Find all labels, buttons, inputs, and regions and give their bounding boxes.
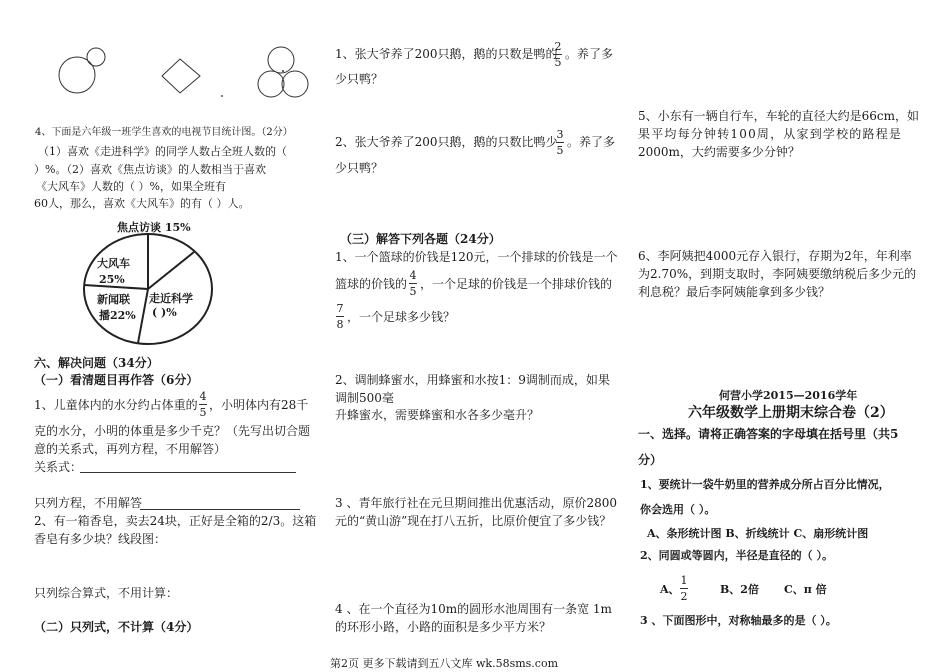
pie-label-kexue-pct: ( )% — [152, 306, 177, 319]
r6-line2: 为2.70%，到期支取时，李阿姨要缴纳税后多少元的 — [638, 267, 917, 281]
pie-label-jiaodian: 焦点访谈 15% — [117, 221, 191, 234]
p1-equation-label: 只列方程，不用解答 — [34, 496, 143, 510]
q4-line3: 《大风车》人数的（ ）%，如果全班有 — [36, 180, 226, 193]
pie-label-dafengche: 大风车 — [97, 257, 130, 270]
c1-line2: 你会选用（ ）。 — [640, 503, 716, 516]
figure-rhombus — [160, 56, 210, 96]
q4-line4: 60人，那么，喜欢《大风车》的有（ ）人。 — [34, 197, 250, 210]
s1-text-a: 篮球的价钱的 — [335, 277, 408, 291]
m2-frac-num: 3 — [556, 128, 564, 141]
r6-line3: 利息税？最后李阿姨能拿到多少钱？ — [638, 285, 831, 299]
m1-fraction — [554, 41, 562, 68]
m2-line2: 少只鸭？ — [335, 161, 384, 175]
s1-frac-den: 5 — [409, 285, 417, 298]
pie-label-xinwen: 新闻联 — [97, 293, 130, 306]
p1-relation-blank[interactable] — [80, 472, 296, 473]
r5-line3: 2000m，大约需要多少分钟？ — [638, 145, 800, 159]
p1-relation-label: 关系式： — [34, 460, 83, 474]
c2-frac-num: 1 — [680, 574, 688, 587]
m1-line2: 少只鸭？ — [335, 72, 384, 86]
c2-option-c: C、π 倍 — [784, 583, 827, 596]
p2-line2: 香皂有多少块？线段图： — [34, 532, 167, 546]
m1-text-b: 。养了多 — [565, 47, 614, 61]
m2-text-b: 。养了多 — [567, 135, 616, 149]
m1-frac-den: 5 — [554, 56, 562, 69]
school-name: 何营小学2015—2016学年 — [719, 389, 858, 402]
p1-equation-blank[interactable] — [140, 509, 300, 510]
pie-label-xinwen-pct: 播22% — [99, 309, 136, 322]
p1-fraction — [199, 391, 207, 418]
c2-option-b: B、2倍 — [720, 583, 759, 596]
m1-text-a: 1、张大爷养了200只鹅，鹅的只数是鸭的 — [335, 47, 558, 61]
section1-line2: 分） — [638, 453, 663, 467]
p1-line3: 意的关系式，再列方程，不用解答） — [34, 442, 227, 456]
pie-label-dafengche-pct: 25% — [99, 273, 125, 286]
c2-option-a-fraction — [680, 575, 688, 602]
s2-line3: 升蜂蜜水，需要蜂蜜和水各多少毫升？ — [335, 408, 540, 422]
c2-option-a: A、 — [660, 583, 680, 596]
q4-line2: ）%。（2）喜欢《焦点访谈》的人数相当于喜欢 — [34, 163, 266, 176]
c1-line1: 1、要统计一袋牛奶里的营养成分所占百分比情况， — [640, 478, 890, 491]
s2-line1: 2、调制蜂蜜水，用蜂蜜和水按1：9调制而成，如果 — [335, 373, 610, 387]
section6-title: 六、解决问题（34分） — [34, 356, 159, 370]
p1-line2: 克的水分，小明的体重是多少千克？（先写出切合题 — [34, 424, 311, 438]
q4-title: 4、下面是六年级一班学生喜欢的电视节目统计图。（2分） — [35, 127, 293, 138]
section6-sub2: （二）只列式，不计算（4分） — [34, 620, 199, 634]
p1-text-b: ，小明体内有28千 — [209, 398, 309, 412]
p2-line1: 2、有一箱香皂，卖去24块，正好是全箱的2/3。这箱 — [34, 514, 317, 528]
p1-frac-num: 4 — [199, 390, 207, 403]
c3-question: 3 、下面图形中，对称轴最多的是（ ）。 — [640, 614, 837, 627]
s1-frac-num2: 7 — [336, 302, 344, 315]
s1-fraction — [409, 270, 417, 297]
exam-title: 六年级数学上册期末综合卷（2） — [688, 405, 894, 421]
m2-fraction — [556, 129, 564, 156]
s4-line2: 的环形小路，小路的面积是多少平方米？ — [335, 620, 552, 634]
page-footer: 第2页 更多下载请到五八文库 wk.58sms.com — [330, 657, 558, 670]
m2-text-a: 2、张大爷养了200只鹅，鹅的只数比鸭少 — [335, 135, 558, 149]
figure-circles-three — [258, 44, 328, 114]
s1-frac-num: 4 — [409, 269, 417, 282]
p1-text-a: 1、儿童体内的水分约占体重的 — [34, 398, 198, 412]
pie-label-kexue: 走近科学 — [149, 292, 193, 305]
s4-line1: 4 、在一个直径为10m的圆形水池周围有一条宽 1m — [335, 602, 612, 616]
s2-line2: 调制500毫 — [335, 391, 394, 405]
figure-circles-left — [55, 45, 115, 105]
section1-line1: 一、选择。请将正确答案的字母填在括号里（共5 — [638, 427, 899, 441]
s1-fraction2 — [336, 303, 344, 330]
section6-sub1: （一）看清题目再作答（6分） — [34, 373, 199, 387]
s1-text-b: ，一个足球的价钱是一个排球价钱的 — [420, 277, 613, 291]
r6-line1: 6、李阿姨把4000元存入银行，存期为2年，年利率 — [638, 249, 912, 263]
section3-title: （三）解答下列各题（24分） — [340, 232, 501, 246]
r5-line1: 5、小东有一辆自行车，车轮的直径大约是66cm，如 — [638, 109, 920, 123]
r5-line2: 果平均每分钟转100周，从家到学校的路程是 — [638, 127, 903, 141]
m1-frac-num: 2 — [554, 40, 562, 53]
c2-question: 2、同圆或等圆内，半径是直径的（ ）。 — [640, 549, 833, 562]
s1-line1: 1、一个篮球的价钱是120元，一个排球的价钱是一个 — [335, 250, 618, 264]
s1-text-c: ，一个足球多少钱？ — [347, 310, 456, 324]
c2-frac-den: 2 — [680, 590, 688, 603]
s1-frac-den2: 8 — [336, 318, 344, 331]
m2-frac-den: 5 — [556, 144, 564, 157]
c1-options: A、条形统计图 B、折线统计 C、扇形统计图 — [647, 527, 869, 540]
s3-line1: 3 、青年旅行社在元旦期间推出优惠活动，原价2800 — [335, 496, 617, 510]
p2-formula: 只列综合算式，不用计算： — [34, 586, 179, 600]
p1-frac-den: 5 — [199, 406, 207, 419]
q4-line1: （1）喜欢《走进科学》的同学人数占全班人数的（ — [38, 145, 287, 158]
s3-line2: 元的“黄山游”现在打八五折，比原价便宜了多少钱？ — [335, 514, 612, 528]
